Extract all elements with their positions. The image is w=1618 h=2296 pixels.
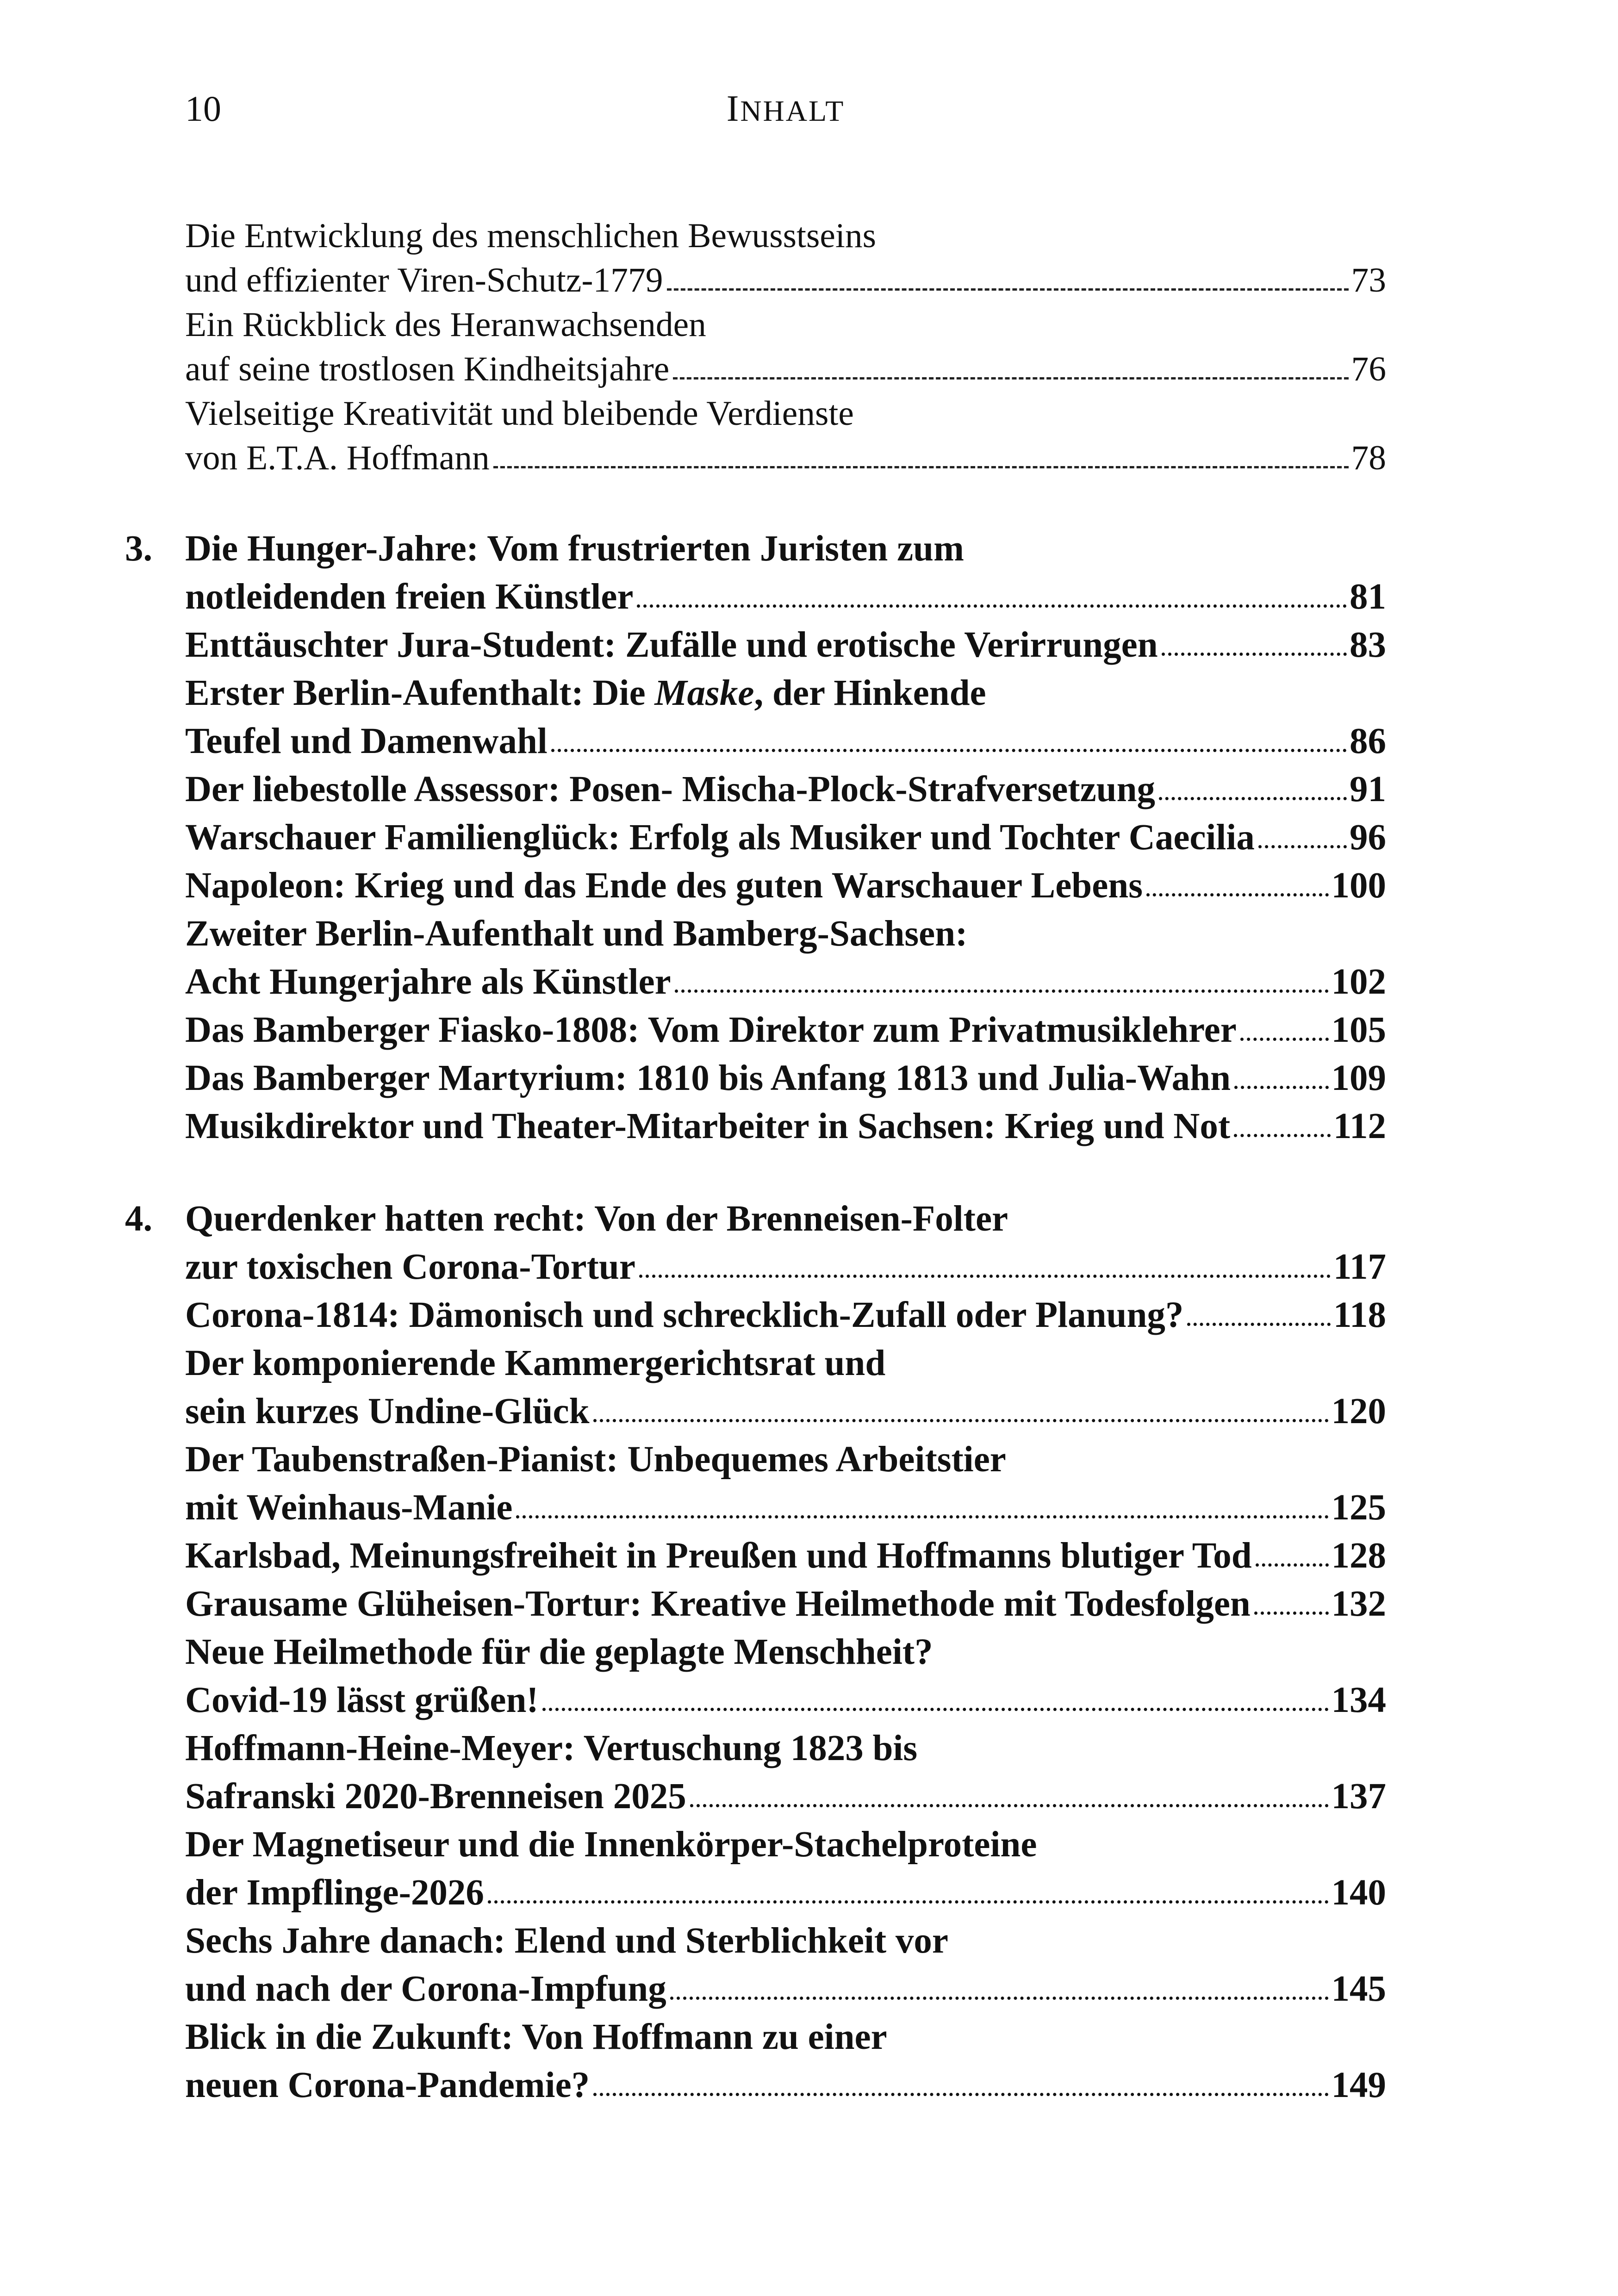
toc-line	[185, 1724, 1386, 1773]
entry-title-text: Sechs Jahre danach: Elend und Sterblichkeit vor	[185, 1921, 948, 1961]
toc-line	[185, 1054, 1386, 1102]
toc-line	[185, 1821, 1386, 1869]
toc-entry	[185, 765, 1386, 814]
toc-line	[185, 765, 1386, 814]
toc-entry	[185, 303, 1386, 392]
entry-title-text: auf seine trostlosen Kindheitsjahre	[185, 350, 670, 388]
entry-title-text: und effizienter Viren-Schutz-1779	[185, 261, 663, 299]
toc-entry	[185, 1339, 1386, 1436]
toc-entry	[185, 1436, 1386, 1532]
entry-title-text: Enttäuschter Jura-Student: Zufälle und erotische Verirrungen	[185, 625, 1158, 665]
entry-title-text: von E.T.A. Hoffmann	[185, 439, 490, 477]
toc-line	[185, 258, 1386, 303]
entry-page-number: 105	[1331, 1010, 1386, 1050]
entry-page-number: 83	[1350, 625, 1386, 665]
entry-title-text: Covid-19 lässt grüßen!	[185, 1680, 539, 1720]
toc-line	[185, 573, 1386, 621]
entry-title-text: Blick in die Zukunft: Von Hoffmann zu einer	[185, 2017, 887, 2057]
entry-page-number: 145	[1331, 1969, 1386, 2009]
entry-title-text: Der Taubenstraßen-Pianist: Unbequemes Arbeitstier	[185, 1439, 1006, 1480]
chapter-heading	[125, 1195, 1386, 1291]
entry-page-number: 117	[1333, 1247, 1386, 1287]
toc-line	[185, 1773, 1386, 1821]
entry-title-text: Neue Heilmethode für die geplagte Menschheit?	[185, 1632, 933, 1672]
dot-leader	[670, 1997, 1329, 2000]
entry-page-number: 118	[1333, 1295, 1386, 1335]
running-head-initial: I	[726, 88, 741, 129]
toc-line	[185, 2061, 1386, 2109]
entry-title-text: Der liebestolle Assessor: Posen- Mischa-Plock-Strafversetzung	[185, 769, 1156, 809]
chapter-title-text: Querdenker hatten recht: Von der Brenneisen-Folter	[185, 1199, 1008, 1239]
dot-leader	[1159, 797, 1347, 800]
entry-title-part: , der Hinkende	[754, 673, 986, 713]
dot-leader	[690, 1804, 1329, 1807]
entry-page-number: 132	[1331, 1584, 1386, 1624]
toc-line	[185, 1436, 1386, 1484]
toc-entry	[185, 392, 1386, 480]
page-header	[185, 83, 1386, 134]
entry-page-number: 73	[1351, 261, 1386, 299]
chapter-heading	[125, 525, 1386, 621]
dot-leader	[593, 1419, 1329, 1422]
entry-title-text: Grausame Glüheisen-Tortur: Kreative Heilmethode mit Todesfolgen	[185, 1584, 1251, 1624]
entry-page-number: 120	[1331, 1391, 1386, 1431]
toc-entry	[185, 862, 1386, 910]
entry-title-text: der Impflinge-2026	[185, 1873, 484, 1913]
chapter-section	[125, 525, 1386, 1151]
entry-title-text: neuen Corona-Pandemie?	[185, 2065, 590, 2105]
toc-line	[185, 1388, 1386, 1436]
toc-line	[185, 717, 1386, 765]
entry-title-text: sein kurzes Undine-Glück	[185, 1391, 590, 1431]
entry-title-text: Ein Rückblick des Heranwachsenden	[185, 305, 706, 344]
toc-entry	[185, 814, 1386, 862]
entry-title-text: Warschauer Familienglück: Erfolg als Musiker und Tochter Caecilia	[185, 817, 1255, 858]
entry-page-number: 140	[1331, 1873, 1386, 1913]
entry-page-number: 137	[1331, 1776, 1386, 1817]
chapter-entries	[125, 621, 1386, 1151]
entry-title-text	[185, 669, 986, 717]
toc-line	[185, 1243, 1386, 1291]
dot-leader	[593, 2093, 1328, 2096]
toc-entry	[185, 1821, 1386, 1917]
toc-line	[185, 621, 1386, 669]
running-head-rest: NHALT	[740, 94, 845, 127]
entry-page-number: 128	[1331, 1536, 1386, 1576]
toc-entry	[185, 669, 1386, 765]
toc-entry	[185, 621, 1386, 669]
dot-leader	[1254, 1612, 1329, 1615]
dot-leader	[551, 749, 1347, 752]
dot-leader	[1258, 845, 1347, 848]
toc-entry	[185, 2013, 1386, 2109]
toc-entry	[185, 214, 1386, 303]
entry-page-number: 125	[1331, 1487, 1386, 1528]
toc-line	[185, 1484, 1386, 1532]
entry-page-number: 109	[1331, 1058, 1386, 1098]
toc-line	[185, 910, 1386, 958]
entry-title-text: Die Entwicklung des menschlichen Bewusstseins	[185, 217, 876, 255]
entry-title-text: Der Magnetiseur und die Innenkörper-Stachelproteine	[185, 1824, 1037, 1865]
toc-entry	[185, 1006, 1386, 1054]
toc-line	[185, 1291, 1386, 1339]
toc-entry	[185, 1628, 1386, 1724]
entry-title-text: Musikdirektor und Theater-Mitarbeiter in Sachsen: Krieg und Not	[185, 1106, 1231, 1146]
running-head	[185, 83, 1386, 137]
entry-title-text: Napoleon: Krieg und das Ende des guten Warschauer Lebens	[185, 865, 1143, 906]
entry-title-text: Teufel und Damenwahl	[185, 721, 548, 761]
dot-leader	[675, 989, 1329, 993]
toc-line	[185, 347, 1386, 392]
entry-page-number: 102	[1331, 962, 1386, 1002]
entry-page-number: 112	[1333, 1106, 1386, 1146]
entry-page-number: 86	[1350, 721, 1386, 761]
toc-line	[185, 1006, 1386, 1054]
dot-leader	[673, 377, 1348, 380]
entry-page-number: 149	[1331, 2065, 1386, 2105]
entry-page-number: 91	[1350, 769, 1386, 809]
dot-leader	[493, 466, 1349, 468]
toc-line	[185, 1102, 1386, 1151]
entry-title-text: zur toxischen Corona-Tortur	[185, 1247, 635, 1287]
entry-title-italic: Maske	[654, 673, 754, 713]
dot-leader	[1234, 1134, 1331, 1137]
dot-leader	[516, 1515, 1328, 1518]
toc-line	[185, 669, 1386, 717]
toc-line	[185, 214, 1386, 258]
entry-title-text: Safranski 2020-Brenneisen 2025	[185, 1776, 686, 1817]
entry-title-text: und nach der Corona-Impfung	[185, 1969, 666, 2009]
toc-entry	[185, 910, 1386, 1006]
toc-line	[185, 862, 1386, 910]
entry-title-text: Der komponierende Kammergerichtsrat und	[185, 1343, 886, 1383]
chapter-title-text: Die Hunger-Jahre: Vom frustrierten Juristen zum	[185, 529, 964, 569]
chapter-number: 3.	[125, 529, 153, 569]
chapter-entries	[125, 1291, 1386, 2109]
toc-line	[185, 1339, 1386, 1388]
entry-title-text: notleidenden freien Künstler	[185, 577, 634, 617]
toc-entry	[185, 1054, 1386, 1102]
dot-leader	[637, 604, 1347, 608]
entry-page-number: 134	[1331, 1680, 1386, 1720]
dot-leader	[1162, 653, 1347, 656]
toc-entry	[185, 1917, 1386, 2013]
toc-line	[185, 958, 1386, 1006]
dot-leader	[667, 288, 1349, 291]
entry-title-text: mit Weinhaus-Manie	[185, 1487, 513, 1528]
toc-line	[185, 303, 1386, 347]
toc-line	[185, 392, 1386, 436]
toc-line	[185, 814, 1386, 862]
entry-title-text: Acht Hungerjahre als Künstler	[185, 962, 671, 1002]
entry-page-number: 76	[1351, 350, 1386, 388]
entry-title-text: Vielseitige Kreativität und bleibende Verdienste	[185, 394, 854, 433]
toc-line	[185, 1917, 1386, 1965]
chapter-title-line	[185, 525, 1386, 573]
entry-page-number: 78	[1351, 439, 1386, 477]
page-number: 10	[185, 88, 221, 129]
dot-leader	[1240, 1038, 1329, 1041]
dot-leader	[1187, 1323, 1330, 1326]
entry-title-text: Zweiter Berlin-Aufenthalt und Bamberg-Sachsen:	[185, 914, 968, 954]
entry-title-text: Das Bamberger Fiasko-1808: Vom Direktor zum Privatmusiklehrer	[185, 1010, 1237, 1050]
toc-line	[185, 1628, 1386, 1676]
dot-leader	[1256, 1563, 1329, 1567]
entry-title-part: Erster Berlin-Aufenthalt: Die	[185, 673, 655, 713]
toc-line	[185, 2013, 1386, 2061]
chapter-number: 4.	[125, 1199, 153, 1239]
entry-page-number: 81	[1350, 577, 1386, 617]
entry-page-number: 100	[1331, 865, 1386, 906]
entry-title-text: Corona-1814: Dämonisch und schrecklich-Zufall oder Planung?	[185, 1295, 1184, 1335]
toc-line	[185, 1965, 1386, 2013]
chapter-section	[125, 1195, 1386, 2109]
entry-title-text: Karlsbad, Meinungsfreiheit in Preußen und Hoffmanns blutiger Tod	[185, 1536, 1252, 1576]
dot-leader	[1146, 893, 1329, 896]
toc-entry	[185, 1291, 1386, 1339]
dot-leader	[488, 1900, 1329, 1904]
toc-line	[185, 436, 1386, 480]
toc-entry	[185, 1724, 1386, 1821]
entry-page-number: 96	[1350, 817, 1386, 858]
toc-line	[185, 1532, 1386, 1580]
toc-line	[185, 1676, 1386, 1724]
toc-entry	[185, 1102, 1386, 1151]
dot-leader	[639, 1275, 1331, 1278]
chapter-title-line	[185, 1195, 1386, 1243]
dot-leader	[542, 1708, 1329, 1711]
entry-title-text: Das Bamberger Martyrium: 1810 bis Anfang 1813 und Julia-Wahn	[185, 1058, 1231, 1098]
toc-line	[185, 1869, 1386, 1917]
entry-title-text: Hoffmann-Heine-Meyer: Vertuschung 1823 bis	[185, 1728, 918, 1768]
toc-entry	[185, 1580, 1386, 1628]
toc-line	[185, 1580, 1386, 1628]
dot-leader	[1234, 1086, 1328, 1089]
table-of-contents	[125, 214, 1386, 2109]
toc-entry	[185, 1532, 1386, 1580]
